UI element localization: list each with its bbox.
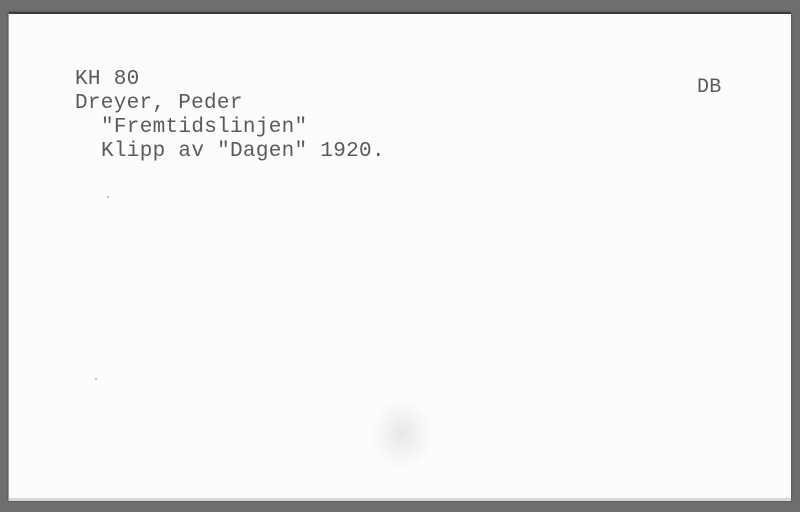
source-note: Klipp av "Dagen" 1920.: [101, 140, 385, 163]
paper-speck: [95, 378, 97, 380]
call-number: KH 80: [75, 68, 140, 91]
work-title: "Fremtidslinjen": [101, 116, 308, 139]
catalog-card: [8, 12, 791, 501]
paper-speck: [107, 196, 109, 198]
paper-smudge: [371, 399, 433, 469]
cataloger-initials: DB: [697, 76, 722, 99]
author-name: Dreyer, Peder: [75, 92, 243, 115]
card-bottom-edge: [9, 498, 791, 501]
